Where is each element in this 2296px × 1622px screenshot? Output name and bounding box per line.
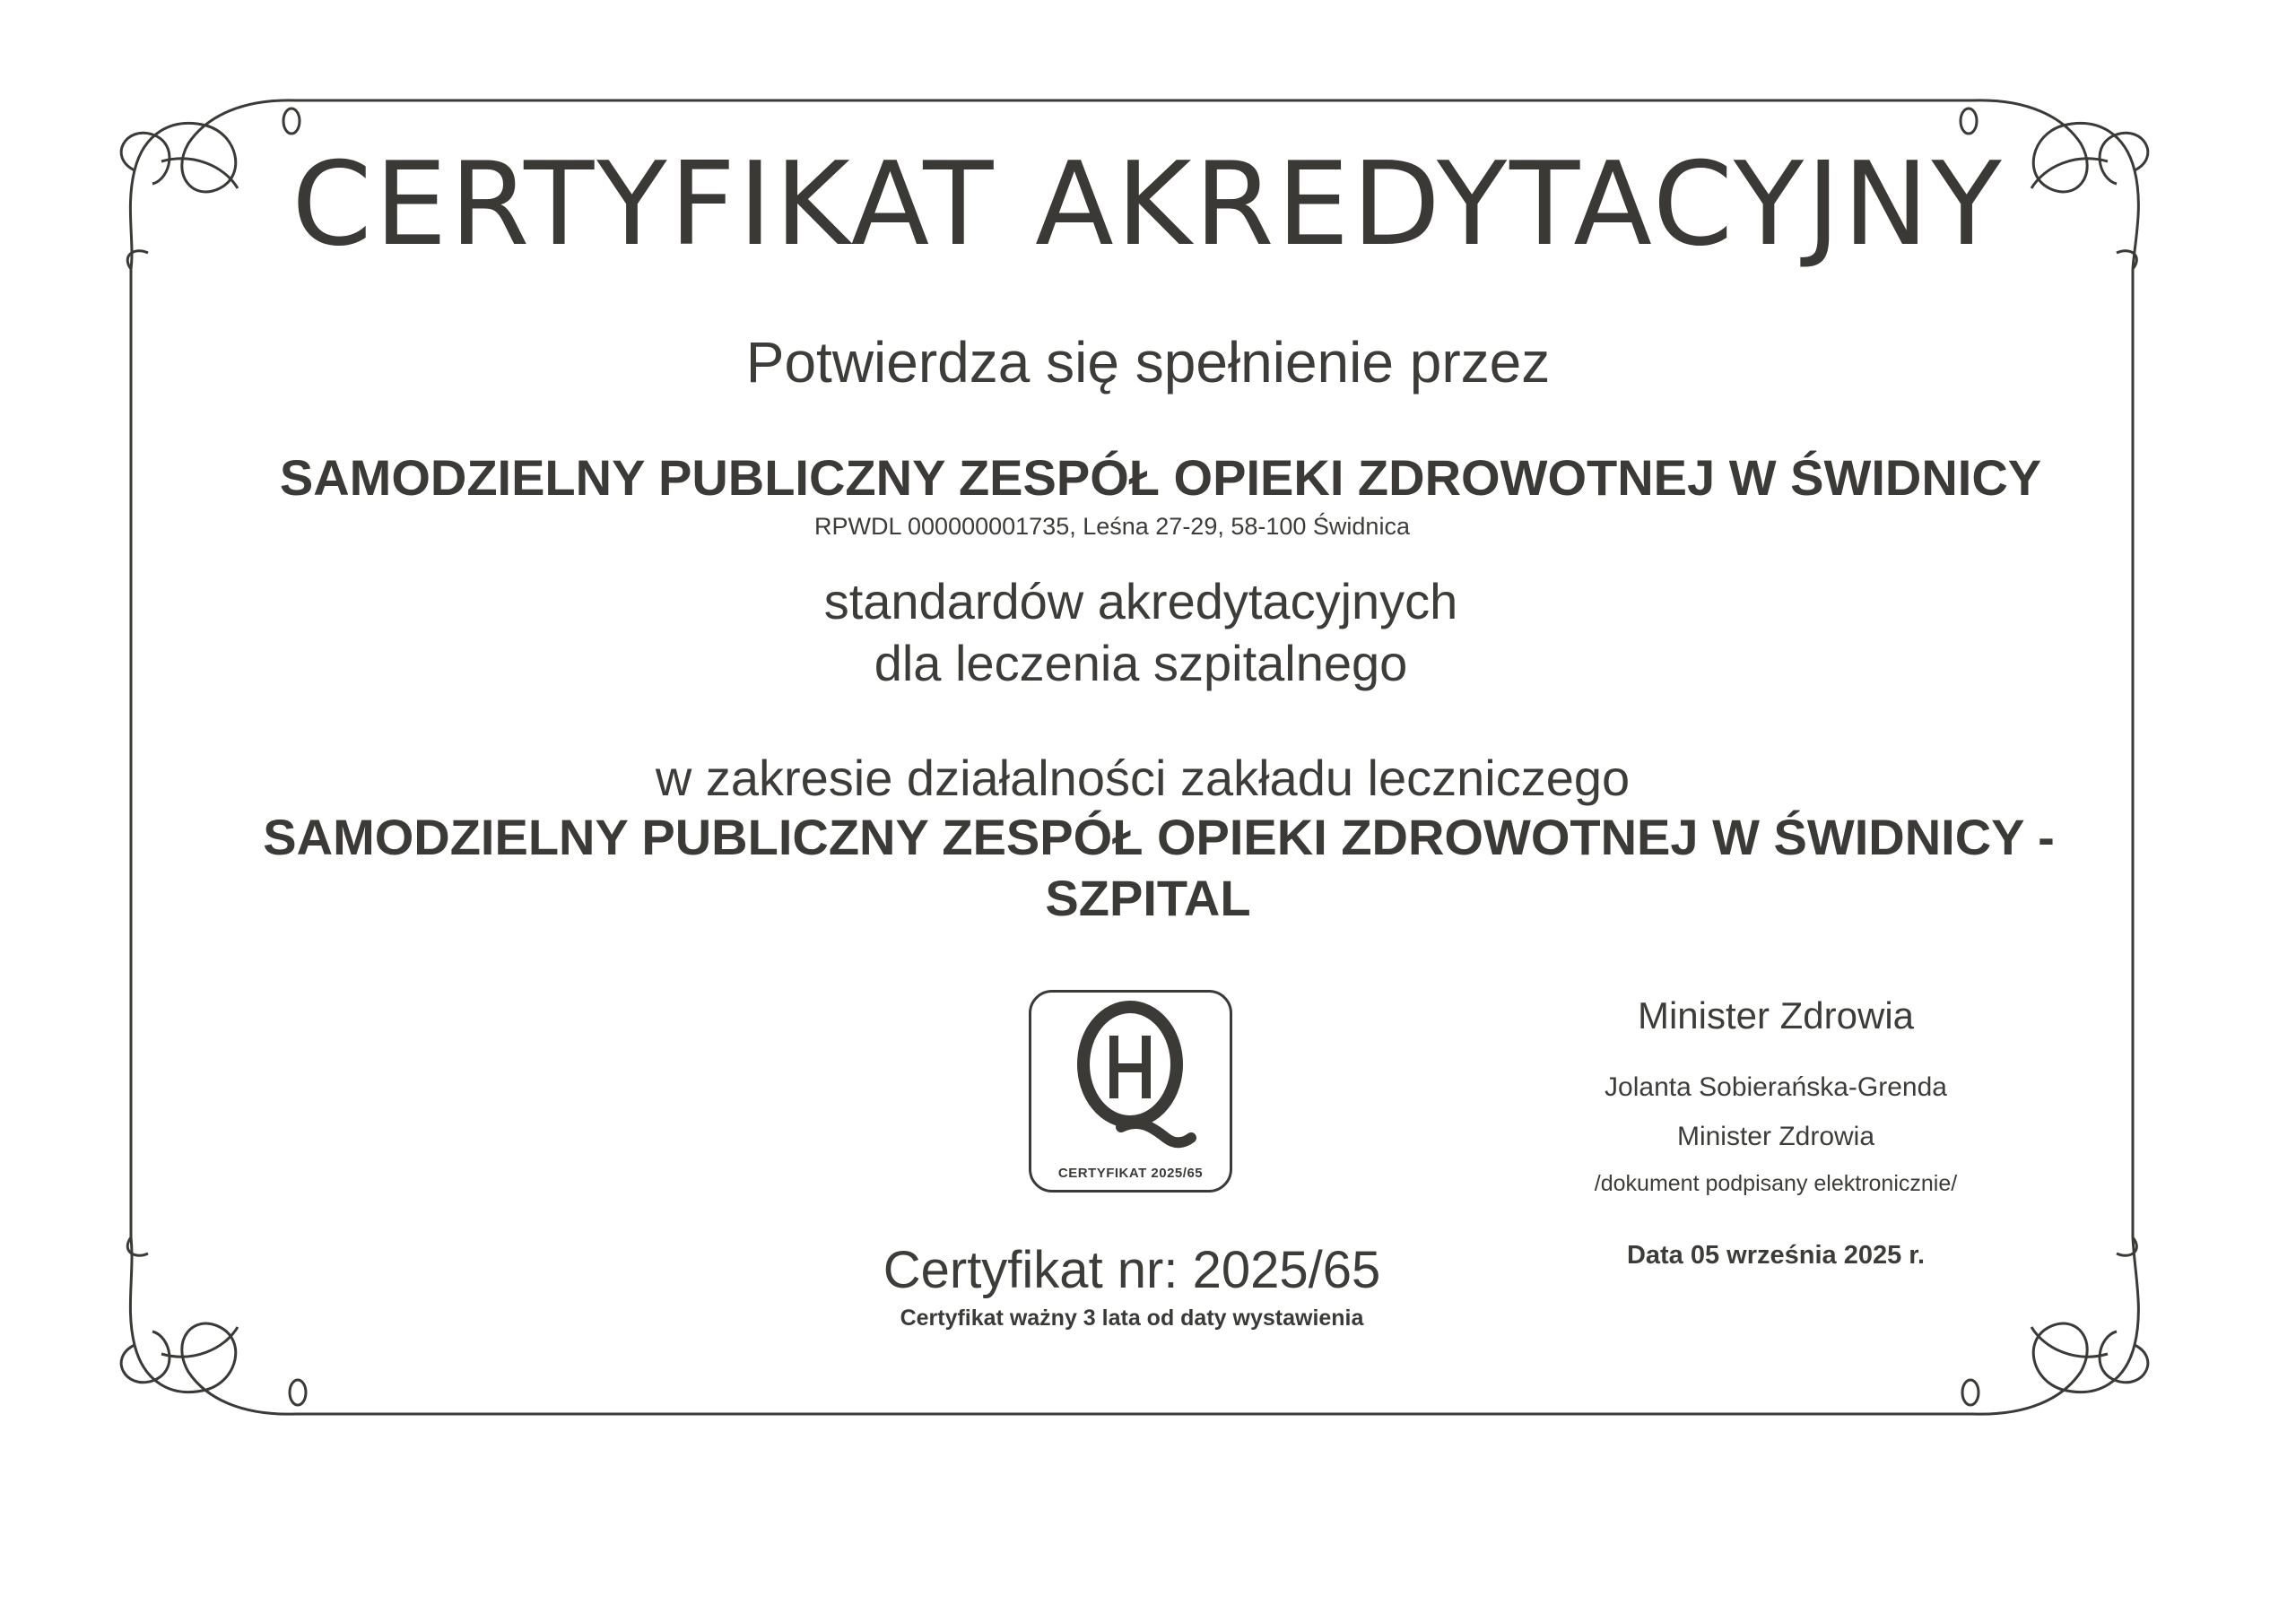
signatory-title: Minister Zdrowia: [1676, 1122, 1875, 1151]
facility-name-line-2: SZPITAL: [1045, 870, 1251, 926]
signatory-name: Jolanta Sobierańska-Grenda: [1605, 1072, 1947, 1102]
issue-date: Data 05 września 2025 r.: [1626, 1241, 1926, 1270]
scope-text: w zakresie działalności zakładu leczniczego: [655, 750, 1631, 806]
confirmation-text: Potwierdza się spełnienie przez: [745, 330, 1551, 395]
accreditation-logo: [1029, 990, 1232, 1193]
standards-line-1: standardów akredytacyjnych: [823, 573, 1458, 629]
electronic-signature-note: /dokument podpisany elektronicznie/: [1594, 1171, 1958, 1196]
quality-q-icon: [1031, 993, 1230, 1190]
organization-name: SAMODZIELNY PUBLICZNY ZESPÓŁ OPIEKI ZDROWOTNEJ W ŚWIDNICY: [279, 449, 2042, 506]
validity-note: Certyfikat ważny 3 lata od daty wystawienia: [900, 1305, 1364, 1331]
certificate-title: CERTYFIKAT AKREDYTACYJNY: [291, 138, 2005, 272]
signatory-heading: Minister Zdrowia: [1637, 994, 1915, 1037]
registry-address: RPWDL 000000001735, Leśna 27-29, 58-100 Świdnica: [814, 513, 1410, 540]
standards-line-2: dla leczenia szpitalnego: [874, 635, 1408, 691]
logo-caption: CERTYFIKAT 2025/65: [1057, 1166, 1204, 1181]
certificate-number: Certyfikat nr: 2025/65: [883, 1241, 1381, 1299]
facility-name-line-1: SAMODZIELNY PUBLICZNY ZESPÓŁ OPIEKI ZDROWOTNEJ W ŚWIDNICY -: [263, 809, 2055, 865]
